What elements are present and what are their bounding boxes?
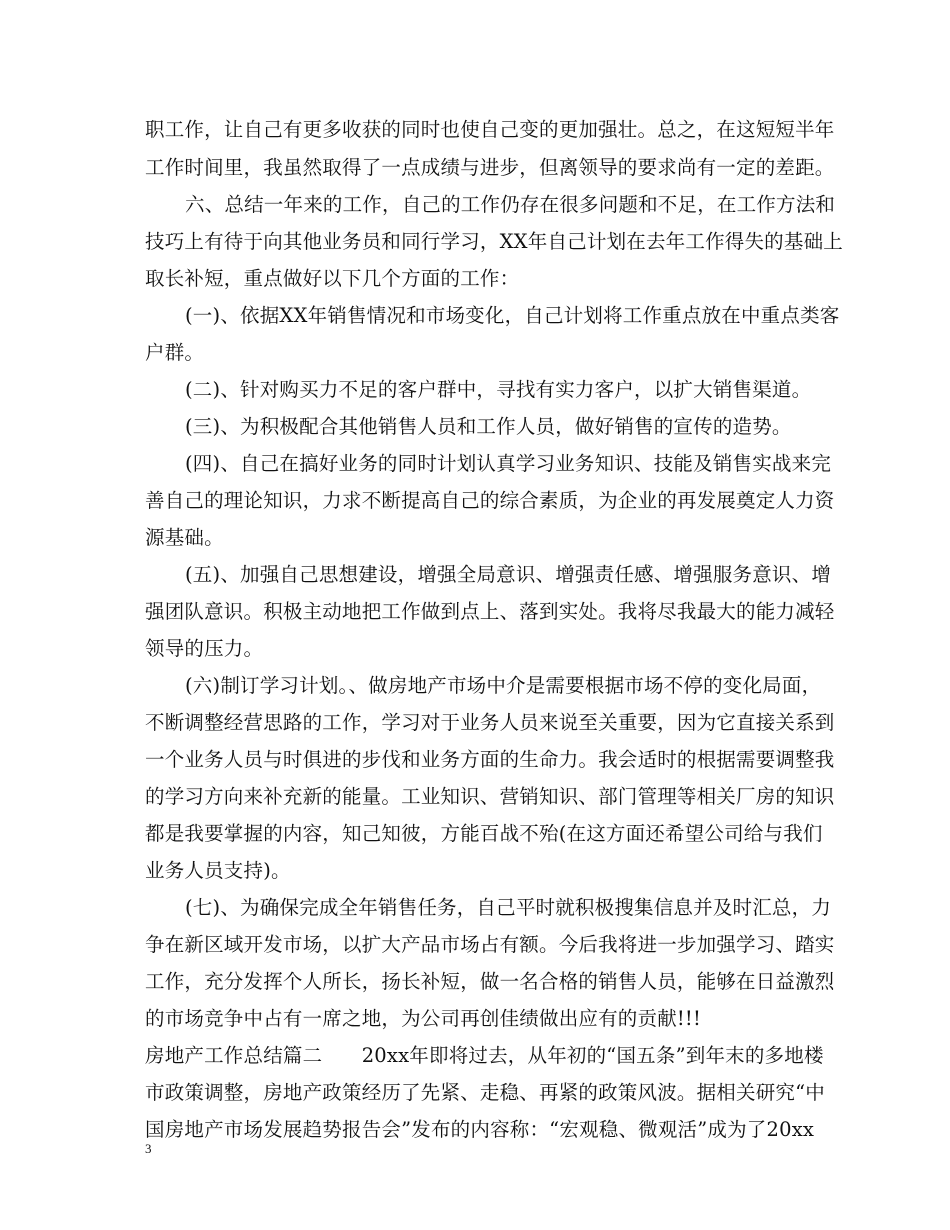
text-line: 市政策调整，房地产政策经历了先紧、走稳、再紧的政策风波。据相关研究“中: [145, 1081, 825, 1104]
text-line: 职工作，让自己有更多收获的同时也使自己变的更加强壮。总之，在这短短半年: [145, 118, 835, 141]
item-seven-start: (七)、为确保完成全年销售任务，自己平时就积极搜集信息并及时汇总，力: [185, 896, 832, 919]
text-line: 的学习方向来补充新的能量。工业知识、营销知识、部门管理等相关厂房的知识: [145, 785, 835, 808]
text-line: 技巧上有待于向其他业务员和同行学习，XX年自己计划在去年工作得失的基础上: [145, 230, 843, 253]
text-line: 工作时间里，我虽然取得了一点成绩与进步，但离领导的要求尚有一定的差距。: [145, 156, 835, 179]
text-line: 国房地产市场发展趋势报告会”发布的内容称：“宏观稳、微观活”成为了20xx: [145, 1118, 815, 1141]
item-one-start: (一)、依据XX年销售情况和市场变化，自己计划将工作重点放在中重点类客: [185, 304, 840, 327]
text-line: 工作，充分发挥个人所长，扬长补短，做一名合格的销售人员，能够在日益激烈: [145, 970, 835, 993]
text-line: 都是我要掌握的内容，知己知彼，方能百战不殆(在这方面还希望公司给与我们: [145, 822, 823, 845]
text-line: 领导的压力。: [145, 637, 264, 660]
paragraph-six-start: 六、总结一年来的工作，自己的工作仍存在很多问题和不足，在工作方法和: [185, 193, 836, 216]
text-line: 一个业务人员与时俱进的步伐和业务方面的生命力。我会适时的根据需要调整我: [145, 748, 835, 771]
text-line: 源基础。: [145, 526, 224, 549]
page-number: 3: [145, 1141, 152, 1156]
text-line: 的市场竞争中占有一席之地，为公司再创佳绩做出应有的贡献!!!: [145, 1007, 702, 1030]
item-five-start: (五)、加强自己思想建设，增强全局意识、增强责任感、增强服务意识、增: [185, 563, 832, 586]
section-two-start: 房地产工作总结篇二 20xx年即将过去，从年初的“国五条”到年末的多地楼: [145, 1044, 824, 1067]
text-line: 户群。: [145, 341, 205, 364]
item-three: (三)、为积极配合其他销售人员和工作人员，做好销售的宣传的造势。: [185, 415, 792, 438]
text-line: 业务人员支持)。: [145, 859, 291, 882]
item-two: (二)、针对购买力不足的客户群中，寻找有实力客户，以扩大销售渠道。: [185, 378, 812, 401]
text-line: 取长补短，重点做好以下几个方面的工作：: [145, 267, 520, 290]
text-line: 善自己的理论知识，力求不断提高自己的综合素质，为企业的再发展奠定人力资: [145, 489, 835, 512]
text-line: 不断调整经营思路的工作，学习对于业务人员来说至关重要，因为它直接关系到: [145, 711, 835, 734]
item-four-start: (四)、自己在搞好业务的同时计划认真学习业务知识、技能及销售实战来完: [185, 452, 832, 475]
text-line: 争在新区域开发市场，以扩大产品市场占有额。今后我将进一步加强学习、踏实: [145, 933, 835, 956]
item-six-start: (六)制订学习计划。、做房地产市场中介是需要根据市场不停的变化局面，: [185, 674, 822, 697]
text-line: 强团队意识。积极主动地把工作做到点上、落到实处。我将尽我最大的能力减轻: [145, 600, 835, 623]
